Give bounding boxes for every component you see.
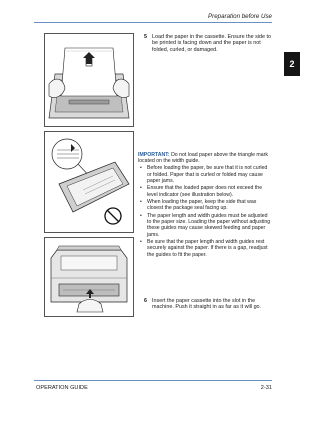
page-header-title: Preparation before Use: [208, 13, 272, 20]
step-6: [144, 298, 272, 311]
list-item: • When loading the paper, keep the side that was closest the package seal facing up.: [140, 199, 257, 212]
list-item: • Be sure that the paper length and width guides rest securely against the paper. If there is a gap, readjust the guides to fit the paper.: [140, 239, 268, 258]
step-number: 5: [144, 34, 147, 40]
footer-page-number: 2-31: [260, 385, 272, 391]
footer-rule: [34, 380, 272, 381]
important-text: Do not load paper above the triangle mark located on the width guide.: [138, 152, 268, 165]
step-text: Load the paper in the cassette. Ensure the side to be printed is facing down and the paper is not folded, curled, or damaged.: [152, 34, 271, 53]
header-rule: [34, 22, 272, 23]
chapter-tab: 2: [284, 52, 300, 76]
footer-guide-name: OPERATION GUIDE: [36, 385, 88, 391]
list-item: • The paper length and width guides must be adjusted to the paper size. Loading the paper without adjusting these guides may cause skewed feeding and paper jams.: [140, 213, 271, 238]
cassette-insert-illustration: [44, 237, 134, 317]
step-text: Insert the paper cassette into the slot in the machine. Push it straight in as far as it will go.: [152, 298, 262, 311]
list-item: • Before loading the paper, be sure that it is not curled or folded. Paper that is curled or folded may cause paper jams.: [140, 165, 268, 184]
list-item: • Ensure that the loaded paper does not exceed the level indicator (see illustration below).: [140, 185, 263, 198]
step-number: 6: [144, 298, 147, 304]
important-bullet-list: [138, 165, 272, 257]
important-label: IMPORTANT:: [138, 152, 170, 158]
paper-level-indicator-illustration: [44, 131, 134, 233]
step-5: [144, 34, 272, 53]
important-note: [138, 152, 272, 259]
paper-cassette-loading-illustration: [44, 33, 134, 127]
prohibited-sign-icon: [105, 208, 121, 224]
